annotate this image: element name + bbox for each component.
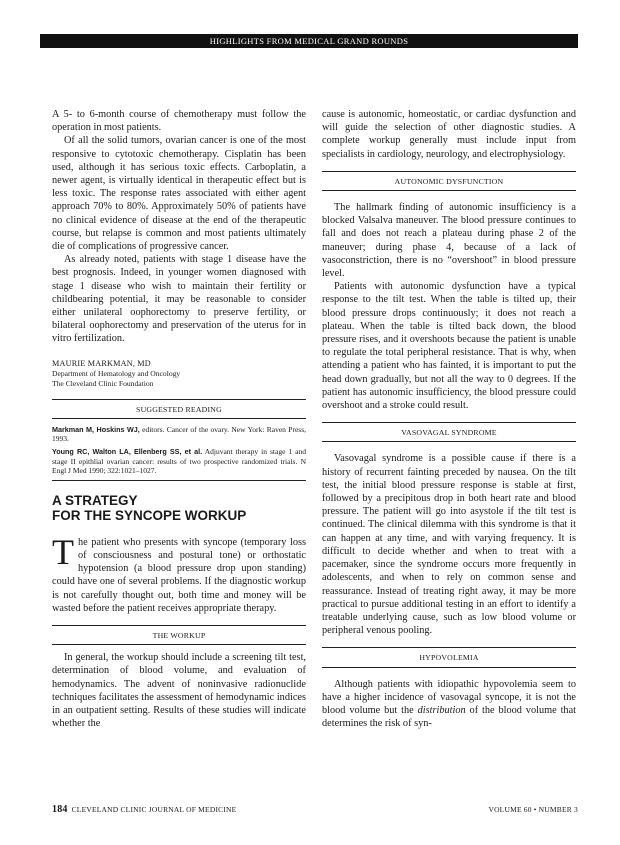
hypovolemia-text-2: of the blood volume that determines the risk of syn-: [322, 704, 577, 730]
journal-name: CLEVELAND CLINIC JOURNAL OF MEDICINE: [71, 805, 237, 814]
author-name: MAURIE MARKMAN, MD: [52, 358, 151, 368]
hypovolemia-heading: HYPOVOLEMIA: [322, 647, 576, 667]
section-banner: HIGHLIGHTS FROM MEDICAL GRAND ROUNDS: [40, 34, 578, 48]
article-title: [52, 493, 306, 524]
footer-left: [52, 804, 236, 815]
left-column: [52, 108, 306, 730]
reference-list: [52, 425, 306, 476]
article-title-line-1: A STRATEGY: [52, 492, 138, 508]
author-signature: [52, 359, 306, 389]
workup-heading: THE WORKUP: [52, 625, 306, 645]
reference-authors: Young RC, Walton LA, Ellenberg SS, et al.: [52, 447, 203, 457]
right-column: [322, 108, 576, 730]
hypovolemia-italic: distribution: [417, 704, 466, 716]
workup-paragraph: In general, the workup should include a screening tilt test, determination of blood volume, and evaluation of hemodynamics. The advent of noninvasive radionuclide techniques facilitates the assessment of hemodynamic indices in an outpatient setting. Results of these studies will indicate whether the: [52, 652, 306, 730]
drop-cap-letter: T: [52, 531, 74, 572]
article-title-line-2: FOR THE SYNCOPE WORKUP: [52, 508, 247, 524]
reference-authors: Markman M, Hoskins WJ,: [52, 424, 140, 434]
hypovolemia-paragraph: [322, 678, 576, 731]
vasovagal-paragraph: Vasovagal syndrome is a possible cause if there is a history of recurrent fainting preceded by nausea. On the tilt test, the initial blood pressure response is stable at first, followed by a precipitous drop in both heart rate and blood pressure. The patient will go into asystole if the tilt test is continued. The clinical dilemma with this syndrome is that it can happen at any time, and with varying frequency. It is difficult to decide whether and when to treat with a pacemaker, since the syndrome occurs more frequently in adolescents, and when to rely on common sense and reassurance. Instead of treating right away, it may be more practical to pursue additional testing in an effort to identify a treatable underlying cause, such as low blood volume or peripheral venous pooling.: [322, 453, 576, 637]
page-number: 184: [52, 804, 68, 815]
reference-text: Adjuvant therapy in stage 1 and stage II epithlial ovarian cancer: results of two prospective randomized trials. N Engl J Med 1990; 322:1021–1027.: [52, 447, 307, 476]
autonomic-heading: AUTONOMIC DYSFUNCTION: [322, 171, 576, 191]
author-department: Department of Hematology and Oncology: [52, 368, 181, 378]
hypovolemia-text-1: Although patients with idiopathic hypovolemia seem to have a higher incidence of vasovagal syncope, it is not the blood volume but the: [322, 678, 576, 716]
divider: [52, 480, 306, 481]
autonomic-paragraph-2: Patients with autonomic dysfunction have a typical response to the tilt test. When the table is tilted up, their blood pressure drops continuously; it does not reach a plateau. When the table is tilted back down, the blood pressure rises, and it overshoots because the patient is unable to regulate the total peripheral resistance. That is why, when attending a patient who has fainted, it is important to put the head down gradually, but not all the way to 0 degrees. If the patient has autonomic insufficiency, the blood pressure could overshoot and a stroke could result.: [322, 281, 576, 412]
volume-info: VOLUME 60 • NUMBER 3: [488, 805, 578, 814]
autonomic-paragraph-1: The hallmark finding of autonomic insufficiency is a blocked Valsalva maneuver. The blood pressure continues to fall and does not reach a plateau during phase 2 of the maneuver; during phase 4, because of a lack of vasoconstriction, there is no “overshoot” in blood pressure level.: [322, 202, 576, 280]
vasovagal-heading: VASOVAGAL SYNDROME: [322, 422, 576, 442]
continued-paragraph: cause is autonomic, homeostatic, or cardiac dysfunction and will guide the selection of other diagnostic studies. A complete workup generally must include input from specialists in cardiology, neurology, and electrophysiology.: [322, 109, 576, 160]
intro-paragraph-2: Of all the solid tumors, ovarian cancer is one of the most responsive to cytotoxic chemotherapy. Cisplatin has been used, although it has serious toxic effects. Carboplatin, a newer agent, is virtually identical in therapeutic effect but is less toxic. The response rates associated with either agent approach 70% to 80%. Approximately 50% of patients have no clinical evidence of disease at the end of the therapeutic course, but relapse is common and most patients ultimately die of complications of progressive cancer.: [52, 135, 306, 253]
reference-item: [52, 447, 306, 476]
reference-item: [52, 425, 306, 444]
suggested-reading-heading: SUGGESTED READING: [52, 399, 306, 419]
dropcap-paragraph: [52, 531, 306, 615]
reference-text: editors. Cancer of the ovary. New York: Raven Press, 1993.: [52, 424, 306, 444]
dropcap-paragraph-text: he patient who presents with syncope (temporary loss of consciousness and postural tone) or orthostatic hypotension (a blood pressure drop upon standing) could have one of several problems. If the diagnostic workup is not carefully thought out, both time and money will be wasted before the patient receives appropriate therapy.: [52, 536, 306, 614]
intro-paragraph-1: A 5- to 6-month course of chemotherapy must follow the operation in most patients.: [52, 109, 306, 134]
author-institution: The Cleveland Clinic Foundation: [52, 378, 154, 388]
intro-paragraph-3: As already noted, patients with stage 1 disease have the best prognosis. Indeed, in younger women diagnosed with stage 1 disease who wish to maintain their fertility or childbearing potential, it may be reasonable to consider either unilateral oophorectomy to preserve fertility, or bilateral oophorectomy and preservation of the uterus for in vitro fertilization.: [52, 254, 306, 345]
